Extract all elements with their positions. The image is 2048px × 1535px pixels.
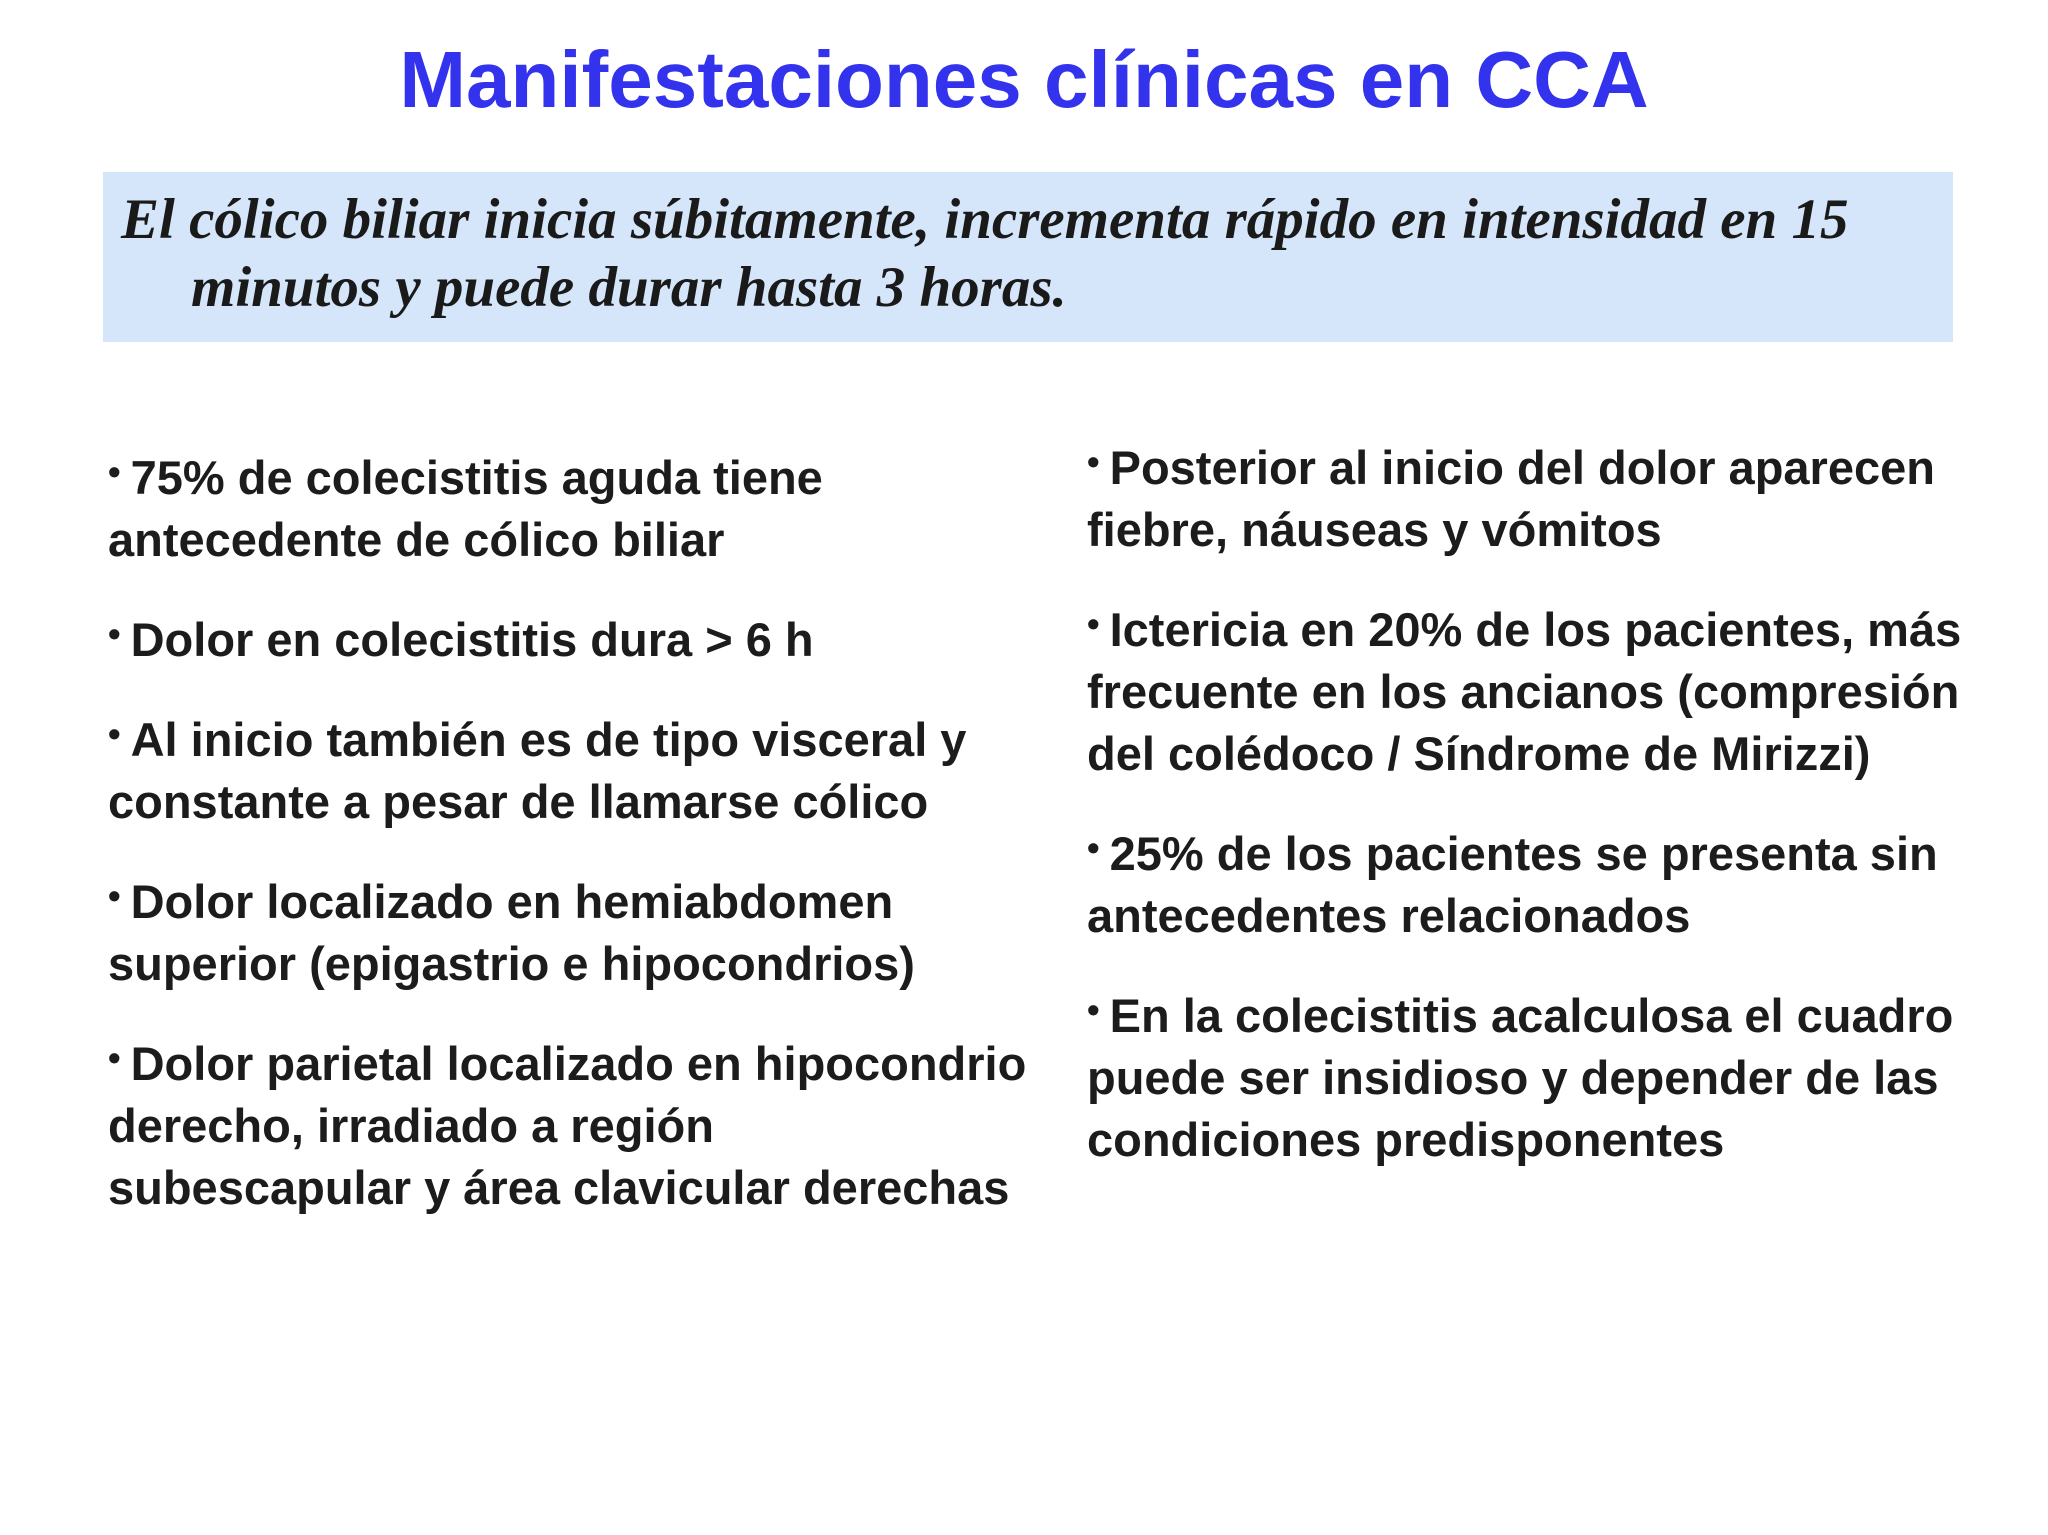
- list-item-text: Dolor parietal localizado en hipocondrio derecho, irradiado a región subescapular y área clavicular derechas: [108, 1037, 1027, 1214]
- slide-title: Manifestaciones clínicas en CCA: [399, 35, 1649, 124]
- highlight-box: [103, 172, 1953, 342]
- highlight-text: El cólico biliar inicia súbitamente, incrementa rápido en intensidad en 15 minutos y puede durar hasta 3 horas.: [121, 188, 1849, 319]
- list-item: [1087, 817, 2007, 947]
- left-bullet-list: [108, 441, 1028, 1251]
- list-item-text: Al inicio también es de tipo visceral y constante a pesar de llamarse cólico: [108, 713, 967, 828]
- bullet-icon: •: [108, 875, 121, 916]
- list-item-text: En la colecistitis acalculosa el cuadro puede ser insidioso y depender de las condiciones predisponentes: [1087, 989, 1954, 1166]
- list-item-text: 75% de colecistitis aguda tiene antecedente de cólico biliar: [108, 451, 823, 566]
- list-item: [108, 1027, 1028, 1219]
- list-item-text: Dolor localizado en hemiabdomen superior (epigastrio e hipocondrios): [108, 875, 915, 990]
- list-item: [108, 703, 1028, 833]
- list-item: [1087, 593, 2007, 785]
- list-item-text: 25% de los pacientes se presenta sin antecedentes relacionados: [1087, 827, 1938, 942]
- right-bullet-list: [1087, 431, 2007, 1203]
- list-item-text: Ictericia en 20% de los pacientes, más frecuente en los ancianos (compresión del colédoco / Síndrome de Mirizzi): [1087, 603, 1962, 780]
- list-item: [1087, 979, 2007, 1171]
- bullet-icon: •: [1087, 603, 1100, 644]
- bullet-icon: •: [108, 451, 121, 492]
- list-item: [108, 441, 1028, 571]
- bullet-icon: •: [1087, 827, 1100, 868]
- list-item-text: Posterior al inicio del dolor aparecen fiebre, náuseas y vómitos: [1087, 441, 1935, 556]
- bullet-icon: •: [1087, 441, 1100, 482]
- bullet-icon: •: [108, 713, 121, 754]
- list-item: [1087, 431, 2007, 561]
- list-item-text: Dolor en colecistitis dura > 6 h: [130, 613, 814, 666]
- list-item: [108, 865, 1028, 995]
- bullet-icon: •: [1087, 989, 1100, 1030]
- bullet-icon: •: [108, 1037, 121, 1078]
- list-item: [108, 603, 1028, 671]
- bullet-icon: •: [108, 613, 121, 654]
